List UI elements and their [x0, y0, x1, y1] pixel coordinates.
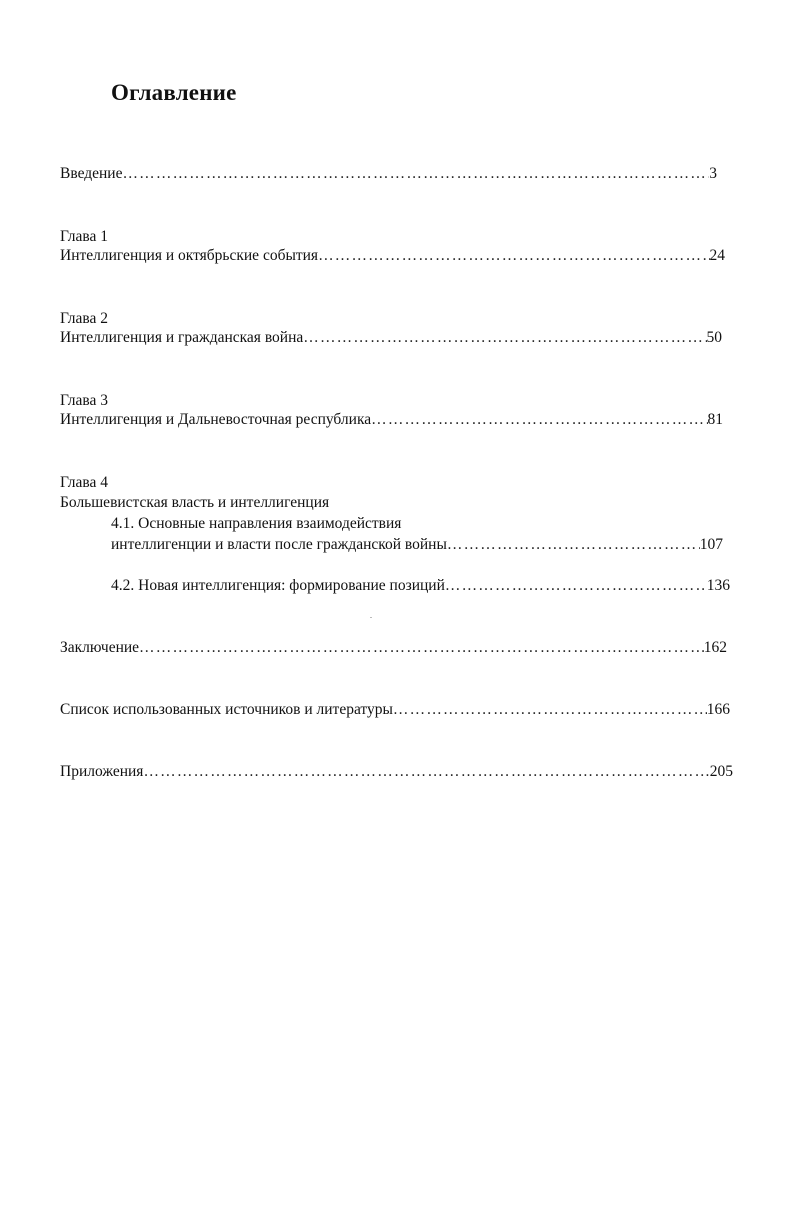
chapter-2-heading: Глава 2 [60, 310, 109, 327]
toc-entry-label: Интеллигенция и Дальневосточная республика [60, 411, 372, 428]
dot-leader [447, 535, 700, 555]
dot-leader [318, 246, 709, 266]
toc-entry-section-4-1 [111, 535, 723, 555]
toc-entry-chapter-3 [60, 410, 723, 430]
toc-entry-appendices [60, 762, 733, 782]
chapter-1-heading: Глава 1 [60, 228, 109, 245]
toc-entry-chapter-2 [60, 328, 722, 348]
toc-entry-page-number: 50 [706, 329, 722, 346]
toc-entry-chapter-1 [60, 246, 725, 266]
toc-entry-page-number: 24 [709, 247, 725, 264]
toc-entry-bibliography [60, 700, 730, 720]
dot-leader [371, 410, 707, 430]
toc-entry-label: интеллигенции и власти после гражданской войны [111, 536, 447, 553]
chapter-4-title: Большевистская власть и интеллигенция [60, 494, 330, 511]
dot-leader [122, 164, 709, 184]
scan-speck [370, 617, 372, 618]
toc-entry-section-4-2 [111, 576, 730, 596]
toc-entry-page-number: 107 [699, 536, 723, 553]
chapter-3-heading: Глава 3 [60, 392, 109, 409]
toc-entry-introduction [60, 164, 717, 184]
dot-leader [393, 700, 707, 720]
toc-entry-label: Список использованных источников и литературы [60, 701, 393, 718]
toc-entry-page-number: 162 [703, 639, 727, 656]
toc-entry-page-number: 205 [709, 763, 733, 780]
dot-leader [143, 762, 709, 782]
toc-entry-label: Приложения [60, 763, 144, 780]
page-title: Оглавление [111, 80, 237, 105]
toc-entry-label: Интеллигенция и гражданская война [60, 329, 304, 346]
toc-entry-label: Введение [60, 165, 123, 182]
toc-entry-label: Интеллигенция и октябрьские события [60, 247, 319, 264]
toc-entry-page-number: 3 [709, 165, 717, 182]
toc-entry-page-number: 81 [707, 411, 723, 428]
toc-entry-label: Заключение [60, 639, 140, 656]
chapter-4-heading: Глава 4 [60, 474, 109, 491]
dot-leader [139, 638, 704, 658]
toc-entry-conclusion [60, 638, 727, 658]
dot-leader [303, 328, 706, 348]
toc-entry-page-number: 136 [706, 577, 730, 594]
dot-leader [445, 576, 707, 596]
section-4-1-label-line-1: 4.1. Основные направления взаимодействия [111, 515, 402, 532]
toc-entry-label: 4.2. Новая интеллигенция: формирование позиций [111, 577, 445, 594]
toc-entry-page-number: 166 [706, 701, 730, 718]
